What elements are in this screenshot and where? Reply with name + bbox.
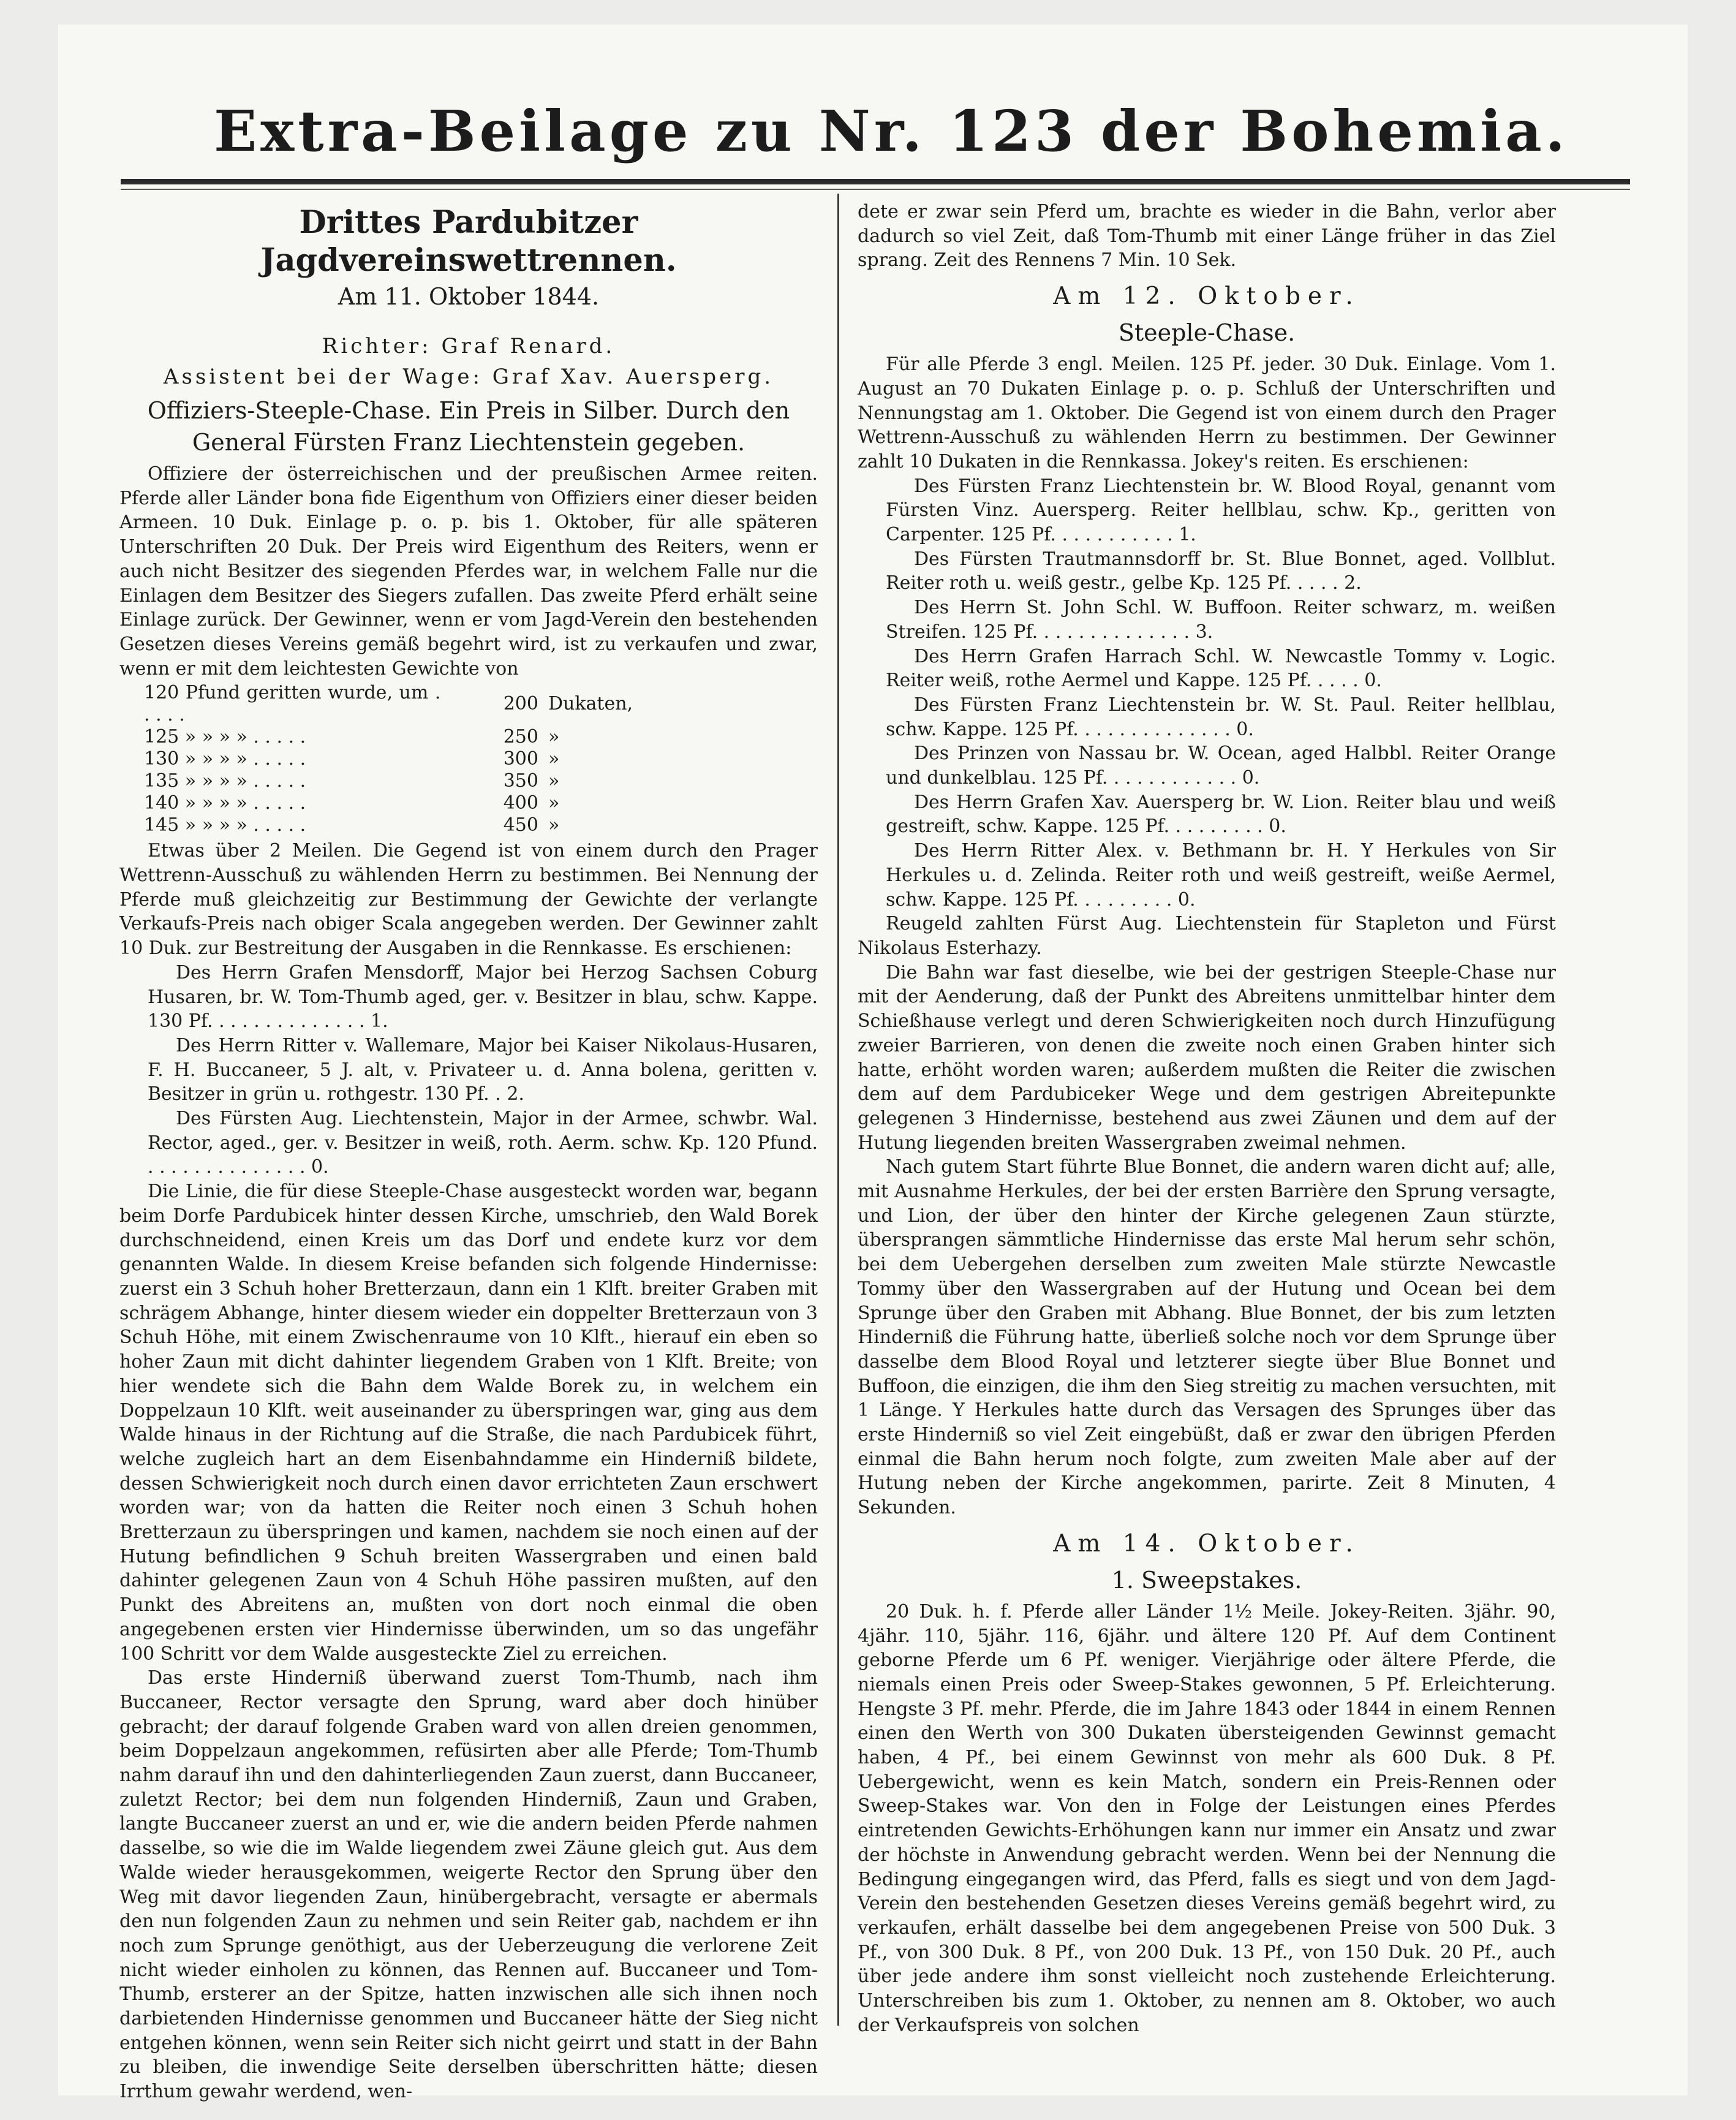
weight-unit: » [548, 792, 560, 814]
weight-unit: Dukaten, [548, 693, 633, 715]
weight-label: 125 » » » » . . . . . [144, 726, 306, 748]
newspaper-page [58, 25, 1688, 2103]
column-separator [837, 194, 839, 2026]
weight-label: 145 » » » » . . . . . [144, 814, 306, 836]
list-item: Des Herrn Ritter v. Wallemare, Major bei Kaiser Nikolaus-Husaren, F. H. Buccaneer, 5 J. alt, v. Privateer u. d. Anna bolena, geritten v. Besitzer in grün u. rothgestr. 130 Pf. . 2. [148, 1034, 818, 1105]
table-row [119, 770, 818, 792]
weight-label: 135 » » » » . . . . . [144, 770, 306, 792]
weight-value: 400 [503, 792, 538, 814]
table-row [119, 748, 818, 770]
race-heading: Offiziers-Steeple-Chase. Ein Preis in Silber. Durch den General Fürsten Franz Liechtenstein gegeben. [147, 397, 790, 456]
left-column [119, 200, 818, 2104]
table-row [119, 726, 818, 748]
masthead: Extra-Beilage zu Nr. 123 der Bohemia. [214, 98, 1569, 164]
weight-unit: » [548, 726, 560, 748]
table-row [119, 814, 818, 836]
paragraph: Die Bahn war fast dieselbe, wie bei der gestrigen Steeple-Chase nur mit der Aenderung, daß der Punkt des Abreitens unmittelbar hinter dem Schießhause verlegt und deren Schwierigkeiten noch durch Hinzufügung zweier Barrieren, von denen die zweite noch einen Graben hinter sich hatte, erhöht worden waren; außerdem mußten die Reiter die zwischen dem auf dem Pardubiceker Wege und dem gestrigen Abreitepunkte gelegenen 3 Hindernisse, bestehend aus zwei Zäunen und dem auf der Hutung liegenden breiten Wassergraben zweimal nehmen. [858, 961, 1556, 1154]
table-row [119, 792, 818, 814]
race-heading: 1. Sweepstakes. [1111, 1566, 1302, 1594]
weight-unit: » [548, 770, 560, 792]
list-item: Des Fürsten Trautmannsdorff br. St. Blue Bonnet, aged. Vollblut. Reiter roth u. weiß gestr., gelbe Kp. 125 Pf. . . . . 2. [886, 548, 1556, 594]
masthead-rule-thin [121, 189, 1630, 190]
list-item: Des Herrn Ritter Alex. v. Bethmann br. H. Y Herkules von Sir Herkules u. d. Zelinda. Reiter roth und weiß gestreift, weiße Aermel, schw. Kappe. 125 Pf. . . . . . . . . 0. [886, 840, 1556, 910]
paragraph: Die Linie, die für diese Steeple-Chase ausgesteckt worden war, begann beim Dorfe Pardubicek hinter dessen Kirche, umschrieb, den Wald Borek durchschneidend, einen Kreis um das Dorf und endete kurz vor dem genannten Walde. In diesem Kreise befanden sich folgende Hindernisse: zuerst ein 3 Schuh hoher Bretterzaun, dann ein 1 Klft. breiter Graben mit schrägem Abhange, hinter diesem wieder ein doppelter Bretterzaun von 3 Schuh Höhe, mit einem Zwischenraume von 10 Klft., hierauf ein eben so hoher Zaun mit dicht dahinter liegendem Graben von 1 Klft. Breite; von hier wendete sich die Bahn dem Walde Borek zu, in welchem ein Doppelzaun 10 Klft. weit auseinander zu überspringen war, ging aus dem Walde hinaus in der Richtung auf die Straße, die nach Pardubicek führt, welche zugleich hart an dem Eisenbahndamme ein Hinderniß bildete, dessen Schwierigkeit noch durch einen davor errichteten Zaun erschwert worden war; von da hatten die Reiter noch einen 3 Schuh hohen Bretterzaun zu überspringen und kamen, nachdem sie noch einen auf der Hutung befindlichen 9 Schuh breiten Wassergraben und einen bald dahinter gelegenen Zaun von 4 Schuh Höhe passiren mußten, auf den Punkt des Abreitens an, mußten von dort noch einmal die oben angegebenen ersten vier Hindernisse überwinden, um so das ungefähr 100 Schritt vor dem Walde ausgesteckte Ziel zu erreichen. [119, 1181, 818, 1665]
assistant-line: Assistent bei der Wage: Graf Xav. Auersperg. [163, 365, 774, 389]
article-title: Drittes Pardubitzer Jagdvereinswettrennen. [260, 204, 677, 279]
list-item: Des Herrn St. John Schl. W. Buffoon. Reiter schwarz, m. weißen Streifen. 125 Pf. . . . . . . . . . . . . . 3. [886, 597, 1556, 643]
section-date: Am 14. Oktober. [1053, 1529, 1360, 1558]
weight-label: 140 » » » » . . . . . [144, 792, 306, 814]
paragraph: dete er zwar sein Pferd um, brachte es wieder in die Bahn, verlor aber dadurch so viel Zeit, daß Tom-Thumb mit einer Länge früher in das Ziel sprang. Zeit des Rennens 7 Min. 10 Sek. [858, 201, 1556, 271]
judge-line: Richter: Graf Renard. [322, 334, 616, 358]
table-row [119, 682, 818, 726]
list-item: Des Prinzen von Nassau br. W. Ocean, aged Halbbl. Reiter Orange und dunkelblau. 125 Pf. . . . . . . . . . . . 0. [886, 743, 1556, 789]
race-heading: Steeple-Chase. [1118, 319, 1296, 347]
weight-value: 450 [503, 814, 538, 836]
weight-value: 300 [503, 748, 538, 770]
list-item: Des Fürsten Franz Liechtenstein br. W. St. Paul. Reiter hellblau, schw. Kappe. 125 Pf. . . . . . . . . . . . . . 0. [886, 694, 1556, 740]
weight-value: 200 [503, 693, 538, 715]
list-item: Des Herrn Grafen Harrach Schl. W. Newcastle Tommy v. Logic. Reiter weiß, rothe Aermel und Kappe. 125 Pf. . . . . 0. [886, 645, 1556, 692]
paragraph: Reugeld zahlten Fürst Aug. Liechtenstein für Stapleton und Fürst Nikolaus Esterhazy. [858, 913, 1556, 959]
section-date: Am 12. Oktober. [1053, 282, 1360, 311]
article-date: Am 11. Oktober 1844. [338, 283, 600, 310]
masthead-rule-thick [121, 179, 1630, 184]
weight-label: 120 Pfund geritten wurde, um . . . . . [144, 682, 441, 726]
paragraph: Etwas über 2 Meilen. Die Gegend ist von einem durch den Prager Wettrenn-Ausschuß zu wählenden Herrn zu bestimmen. Bei Nennung der Pferde muß gleichzeitig zur Bestimmung der Gewichte der verlangte Verkaufs-Preis nach obiger Scala angegeben werden. Der Gewinner zahlt 10 Duk. zur Bestreitung der Ausgaben in die Rennkasse. Es erschienen: [119, 840, 818, 960]
paragraph: 20 Duk. h. f. Pferde aller Länder 1½ Meile. Jokey-Reiten. 3jähr. 90, 4jähr. 110, 5jähr. 116, 6jähr. und ältere 120 Pf. Auf dem Continent geborne Pferde um 6 Pf. weniger. Vierjährige oder ältere Pferde, die niemals einen Preis oder Sweep-Stakes gewonnen, 5 Pf. Erleichterung. Hengste 3 Pf. mehr. Pferde, die im Jahre 1843 oder 1844 in einem Rennen einen den Werth von 300 Dukaten übersteigenden Gewinnst gemacht haben, 4 Pf., bei einem Gewinnst von mehr als 600 Duk. 8 Pf. Uebergewicht, wenn es kein Match, sondern ein Preis-Rennen oder Sweep-Stakes war. Von den in Folge der Leistungen eines Pferdes eintretenden Gewichts-Erhöhungen kann nur immer ein Ansatz und zwar der höchste in Anwendung gebracht werden. Wenn bei der Nennung die Bedingung eingegangen wird, das Pferd, falls es siegt und von dem Jagd-Verein den bestehenden Gesetzen dieses Vereins gemäß begehrt wird, zu verkaufen, erhält dasselbe bei dem angegebenen Preise von 500 Duk. 3 Pf., von 300 Duk. 8 Pf., von 200 Duk. 13 Pf., von 150 Duk. 20 Pf., auch über jede andere ihm sonst vielleicht noch zustehende Erleichterung. Unterschreiben bis zum 1. Oktober, zu nennen am 8. Oktober, wo auch der Verkaufspreis von solchen [858, 1600, 1556, 2036]
weight-unit: » [548, 748, 560, 770]
spacer [119, 315, 818, 330]
weight-value: 350 [503, 770, 538, 792]
list-item: Des Fürsten Franz Liechtenstein br. W. Blood Royal, genannt vom Fürsten Vinz. Auersperg. Reiter hellblau, schw. Kp., geritten von Carpenter. 125 Pf. . . . . . . . . . . 1. [886, 475, 1556, 546]
weight-label: 130 » » » » . . . . . [144, 748, 306, 770]
right-column [858, 200, 1556, 2038]
paragraph: Nach gutem Start führte Blue Bonnet, die andern waren dicht auf; alle, mit Ausnahme Herkules, der bei der ersten Barrière den Sprung versagte, und Lion, der über den hinter der Kirche gelegenen Zaun stürzte, übersprangen sämmtliche Hindernisse das erste Mal herum sehr schön, bei dem Uebergehen derselben zum zweiten Male stürzte Newcastle Tommy über den Wassergraben auf der Hutung und Ocean bei dem Sprunge über den Graben mit Abhang. Blue Bonnet, der bis zum letzten Hinderniß die Führung hatte, überließ solche noch vor dem Sprunge über dasselbe dem Blood Royal und letzterer siegte über Blue Bonnet und Buffoon, die einzigen, die ihm den Sieg streitig zu machen versuchten, mit 1 Länge. Y Herkules hatte durch das Versagen des Sprunges über das erste Hinderniß so viel Zeit eingebüßt, daß er zwar den übrigen Pferden einmal die Bahn herum noch folgte, zum zweiten Male aber auf der Hutung neben der Kirche angekommen, parirte. Zeit 8 Minuten, 4 Sekunden. [858, 1156, 1556, 1519]
list-item: Des Fürsten Aug. Liechtenstein, Major in der Armee, schwbr. Wal. Rector, aged., ger. v. Besitzer in weiß, roth. Aerm. schw. Kp. 120 Pfund. . . . . . . . . . . . . . . 0. [148, 1108, 818, 1178]
list-item: Des Herrn Grafen Xav. Auersperg br. W. Lion. Reiter blau und weiß gestreift, schw. Kappe. 125 Pf. . . . . . . . . 0. [886, 791, 1556, 838]
weight-table [119, 682, 818, 836]
list-item: Des Herrn Grafen Mensdorff, Major bei Herzog Sachsen Coburg Husaren, br. W. Tom-Thumb aged, ger. v. Besitzer in blau, schw. Kappe. 130 Pf. . . . . . . . . . . . . . 1. [148, 961, 818, 1032]
race-intro: Offiziere der österreichischen und der preußischen Armee reiten. Pferde aller Länder bona fide Eigenthum von Offiziers einer dieser beiden Armeen. 10 Duk. Einlage p. o. p. bis 1. Oktober, für alle späteren Unterschriften 20 Duk. Der Preis wird Eigenthum des Reiters, wenn er auch nicht Besitzer des siegenden Pferdes war, in welchem Falle nur die Einlagen dem Besitzer des Siegers zufallen. Das zweite Pferd erhält seine Einlage zurück. Der Gewinner, wenn er vom Jagd-Verein den bestehenden Gesetzen dieses Vereins gemäß begehrt wird, ist zu verkaufen und zwar, wenn er mit dem leichtesten Gewichte von [119, 463, 818, 680]
paragraph: Das erste Hinderniß überwand zuerst Tom-Thumb, nach ihm Buccaneer, Rector versagte den Sprung, ward aber doch hinüber gebracht; der darauf folgende Graben ward von allen dreien genommen, beim Doppelzaun angekommen, refüsirten aber alle Pferde; Tom-Thumb nahm darauf ihn und den dahinterliegenden Zaun zuerst, dann Buccaneer, zuletzt Rector; bei dem nun folgenden Hinderniß, Zaun und Graben, langte Buccaneer zuerst an und er, wie die andern beiden Pferde nahmen dasselbe, so wie die im Walde liegendem zwei Zäune gleich gut. Aus dem Walde wieder herausgekommen, weigerte Rector den Sprung über den Weg mit davor liegenden Zaun, hinübergebracht, versagte er abermals den nun folgenden Zaun zu nehmen und sein Reiter gab, nachdem er ihn noch zum Sprunge genöthigt, aus der Ueberzeugung die verlorene Zeit nicht wieder einholen zu können, das Rennen auf. Buccaneer und Tom-Thumb, ersterer an der Spitze, hatten inzwischen alle sich ihnen noch darbietenden Hindernisse genommen und Buccaneer hätte der Sieg nicht entgehen können, wenn sein Reiter sich nicht geirrt und statt in der Bahn zu bleiben, die inwendige Seite derselben überschritten hätte; diesen Irrthum gewahr werdend, wen- [119, 1667, 818, 2103]
paragraph: Für alle Pferde 3 engl. Meilen. 125 Pf. jeder. 30 Duk. Einlage. Vom 1. August an 70 Dukaten Einlage p. o. p. Schluß der Unterschriften und Nennungstag am 1. Oktober. Die Gegend ist von einem durch den Prager Wettrenn-Ausschuß zu wählenden Herrn zu bestimmen. Der Gewinner zahlt 10 Dukaten in die Rennkassa. Jokey's reiten. Es erschienen: [858, 354, 1556, 472]
weight-value: 250 [503, 726, 538, 748]
weight-unit: » [548, 814, 560, 836]
